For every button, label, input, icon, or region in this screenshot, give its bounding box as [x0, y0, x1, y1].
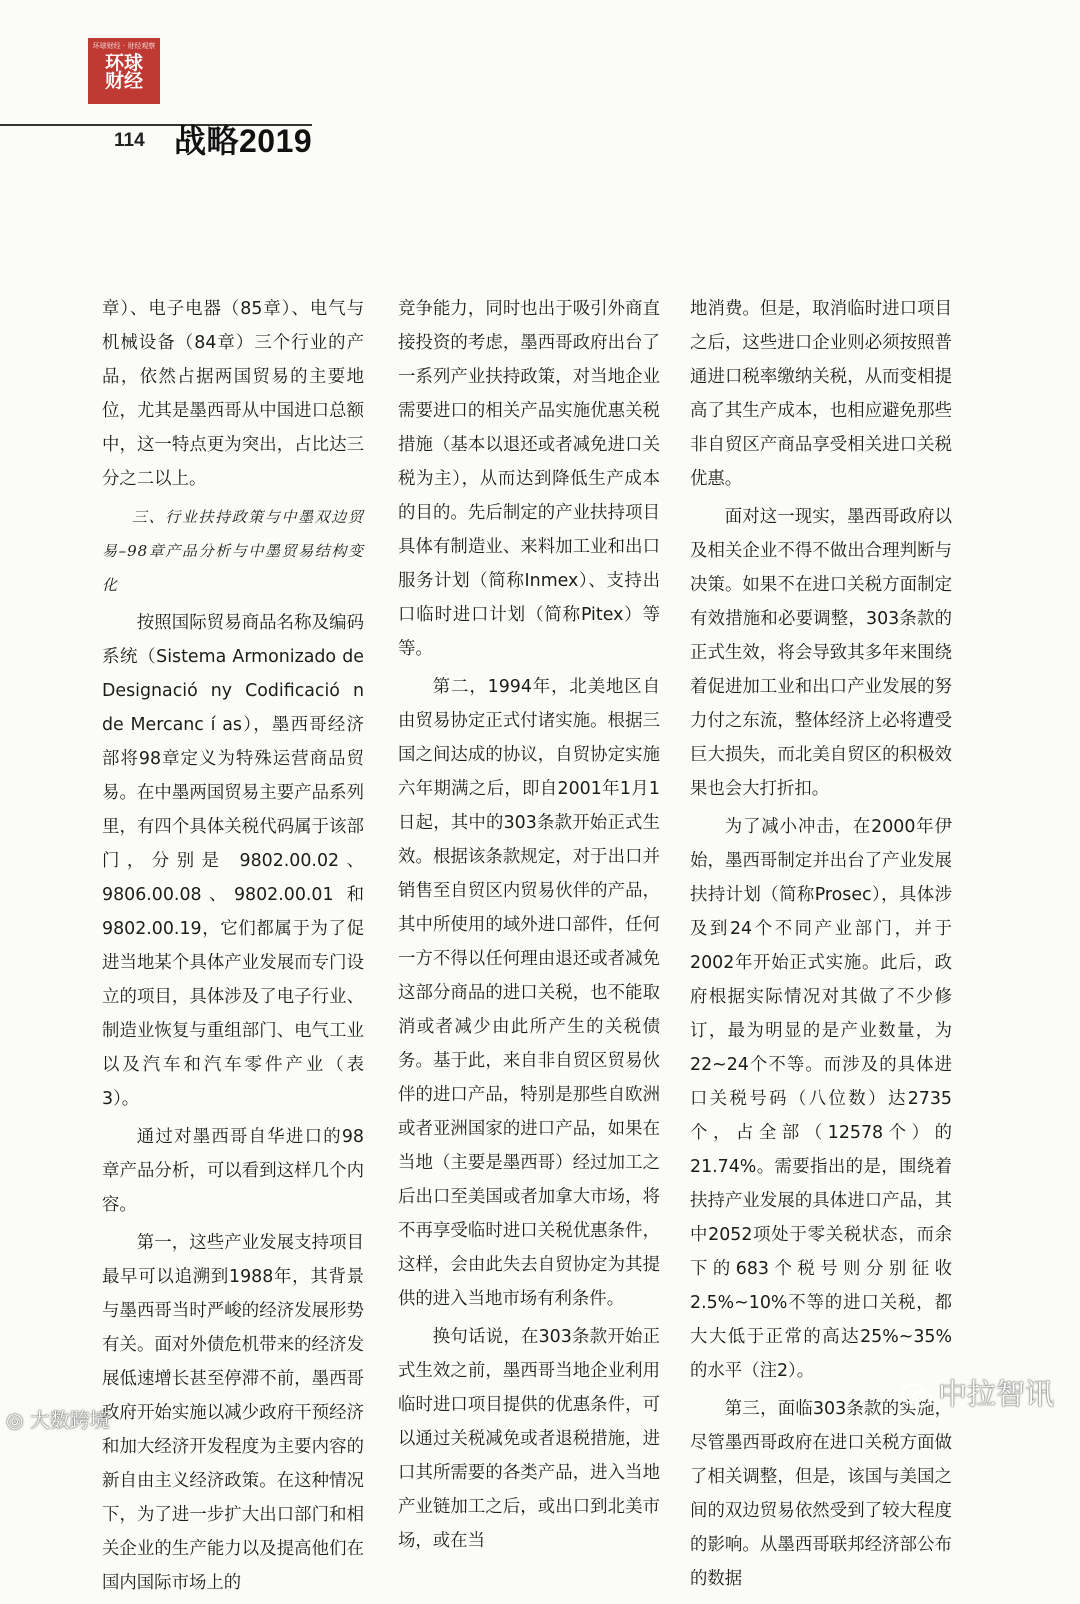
watermark-logo-icon: ◎ — [6, 1408, 30, 1432]
paragraph: 第三，面临303条款的实施，尽管墨西哥政府在进口关税方面做了相关调整，但是，该国与美国之间的双边贸易依然受到了较大程度的影响。从墨西哥联邦经济部公布的数据 — [690, 1399, 952, 1589]
section-title: 战略2019 — [174, 123, 313, 159]
paragraph: 换句话说，在303条款开始正式生效之前，墨西哥当地企业利用临时进口项目提供的优惠条件，可以通过关税减免或者退税措施，进口其所需要的各类产品，进入当地产业链加工之后，或出口到北美市场，或在当 — [398, 1327, 660, 1551]
wechat-icon — [900, 1382, 934, 1410]
paragraph: 竞争能力，同时也出于吸引外商直接投资的考虑，墨西哥政府出台了一系列产业扶持政策，对当地企业需要进口的相关产品实施优惠关税措施（基本以退还或者减免进口关税为主），从而达到降低生产成本的目的。先后制定的产业扶持项目具体有制造业、来料加工业和出口服务计划（简称Inmex）、支持出口临时进口计划（简称Pitex）等等。 — [398, 299, 660, 659]
publication-logo — [88, 38, 160, 104]
logo-line-2: 财经 — [104, 70, 143, 92]
paragraph: 按照国际贸易商品名称及编码系统（Sistema Armonizado de Designació ny Codificació n de Mercanc í as），墨西哥经济部将98章定义为特殊运营商品贸易。在中墨两国贸易主要产品系列里，有四个具体关税代码属于该部门，分别是 9802.00.02、9806.00.08、9802.00.01 和 9802.00.19，它们都属于为了促进当地某个具体产业发展而专门设立的项目，具体涉及了电子行业、制造业恢复与重组部门、电气工业以及汽车和汽车零件产业（表3）。 — [102, 613, 364, 1109]
logo-line-1: 环球 — [104, 52, 143, 74]
paragraph: 地消费。但是，取消临时进口项目之后，这些进口企业则必须按照普通进口税率缴纳关税，从而变相提高了其生产成本，也相应避免那些非自贸区产商品享受相关进口关税优惠。 — [690, 299, 952, 489]
watermark-right-text: 中拉智讯 — [938, 1377, 1055, 1411]
paragraph: 面对这一现实，墨西哥政府以及相关企业不得不做出合理判断与决策。如果不在进口关税方面制定有效措施和必要调整，303条款的正式生效，将会导致其多年来围绕着促进加工业和出口产业发展的努力付之东流，整体经济上必将遭受巨大损失，而北美自贸区的积极效果也会大打折扣。 — [690, 507, 952, 799]
watermark-right — [900, 1372, 1054, 1413]
page-number: 114 — [114, 130, 145, 151]
text-column-2 — [398, 292, 660, 1562]
paragraph: 章）、电子电器（85章）、电气与机械设备（84章）三个行业的产品，依然占据两国贸易的主要地位，尤其是墨西哥从中国进口总额中，这一特点更为突出，占比达三分之二以上。 — [102, 299, 364, 489]
subsection-heading: 三、行业扶持政策与中墨双边贸易–98章产品分析与中墨贸易结构变化 — [102, 508, 364, 594]
text-column-1 — [102, 292, 364, 1604]
paragraph: 第二，1994年，北美地区自由贸易协定正式付诸实施。根据三国之间达成的协议，自贸协定实施六年期满之后，即自2001年1月1日起，其中的303条款开始正式生效。根据该条款规定，对于出口并销售至自贸区内贸易伙伴的产品，其中所使用的域外进口部件，任何一方不得以任何理由退还或者减免这部分商品的进口关税，也不能取消或者减少由此所产生的关税债务。基于此，来自非自贸区贸易伙伴的进口产品，特别是那些自欧洲或者亚洲国家的进口产品，如果在当地（主要是墨西哥）经过加工之后出口至美国或者加拿大市场，将不再享受临时进口关税优惠条件，这样，会由此失去自贸协定为其提供的进入当地市场有利条件。 — [398, 677, 660, 1309]
paragraph: 通过对墨西哥自华进口的98章产品分析，可以看到这样几个内容。 — [102, 1127, 364, 1215]
logo-subtitle: 环球财经 · 财经观察 — [92, 42, 156, 50]
paragraph: 第一，这些产业发展支持项目最早可以追溯到1988年，其背景与墨西哥当时严峻的经济发展形势有关。面对外债危机带来的经济发展低速增长甚至停滞不前，墨西哥政府开始实施以减少政府干预经济和加大经济开发程度为主要内容的新自由主义经济政策。在这种情况下，为了进一步扩大出口部门和相关企业的生产能力以及提高他们在国内国际市场上的 — [102, 1233, 364, 1593]
watermark-left-text: 大数跨境 — [29, 1408, 110, 1432]
watermark-left — [6, 1404, 110, 1433]
paragraph: 为了减小冲击，在2000年伊始，墨西哥制定并出台了产业发展扶持计划（简称Prosec），具体涉及到24个不同产业部门，并于2002年开始正式实施。此后，政府根据实际情况对其做了不少修订，最为明显的是产业数量，为22~24个不等。而涉及的具体进口关税号码（八位数）达2735个，占全部（12578个）的21.74%。需要指出的是，围绕着扶持产业发展的具体进口产品，其中2052项处于零关税状态，而余下的683个税号则分别征收2.5%~10%不等的进口关税，都大大低于正常的高达25%~35%的水平（注2）。 — [690, 817, 952, 1381]
